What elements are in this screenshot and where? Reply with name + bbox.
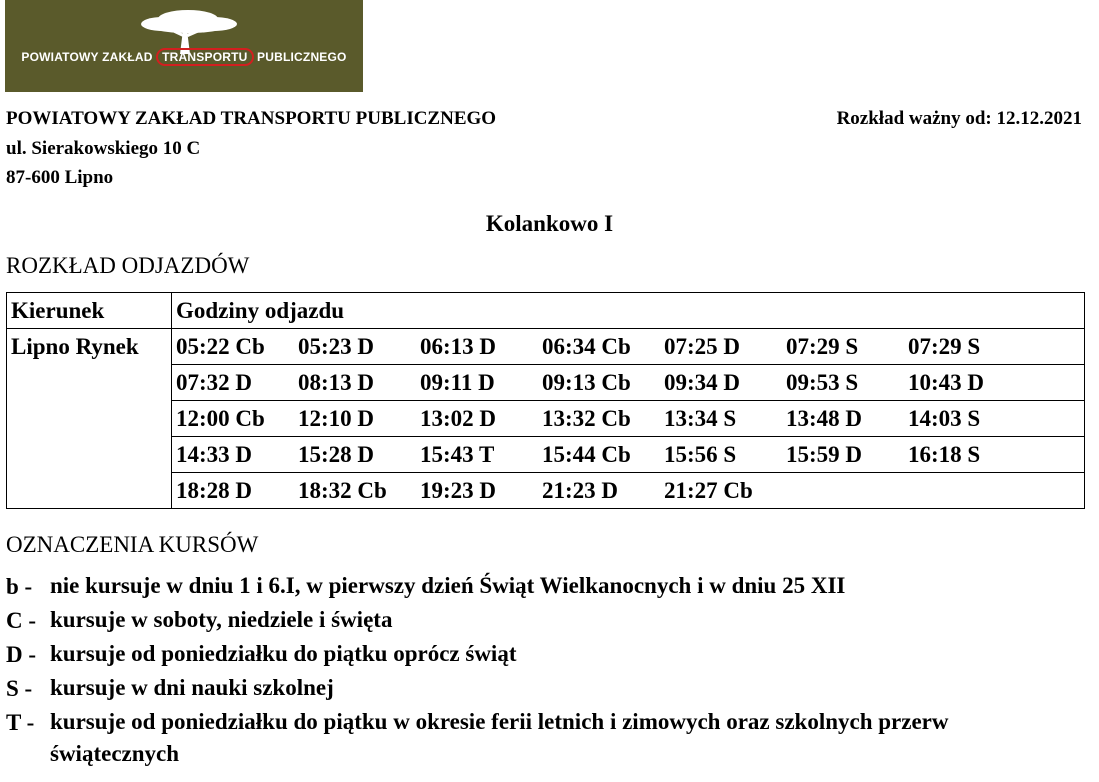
departure-time: 21:27 Cb xyxy=(664,477,753,503)
direction-cell-empty xyxy=(7,401,172,437)
legend-code: T - xyxy=(6,710,35,735)
legend-description: kursuje od poniedziałku do piątku oprócz świąt xyxy=(50,641,517,666)
direction-cell: Lipno Rynek xyxy=(7,329,172,365)
times-cell xyxy=(172,437,1085,473)
departure-time: 15:59 D xyxy=(786,441,863,467)
legend-item xyxy=(6,638,1050,672)
departure-time: 15:28 D xyxy=(298,441,375,467)
table-row xyxy=(7,329,1085,365)
departure-time: 05:22 Cb xyxy=(176,333,265,359)
departure-time: 10:43 D xyxy=(908,369,985,395)
table-row xyxy=(7,473,1085,509)
departure-time: 09:53 S xyxy=(786,369,859,395)
company-logo xyxy=(5,0,363,92)
legend-code: S - xyxy=(6,676,33,701)
departure-time: 12:00 Cb xyxy=(176,405,265,431)
legend-title: OZNACZENIA KURSÓW xyxy=(6,532,259,557)
departure-time: 12:10 D xyxy=(298,405,375,431)
table-row xyxy=(7,401,1085,437)
departure-time: 09:11 D xyxy=(420,369,495,395)
legend-list xyxy=(6,570,1050,770)
departure-time: 16:18 S xyxy=(908,441,981,467)
departure-time: 08:13 D xyxy=(298,369,375,395)
organization-street: ul. Sierakowskiego 10 C xyxy=(6,138,201,159)
direction-cell-empty xyxy=(7,437,172,473)
legend-code: C - xyxy=(6,608,37,633)
departure-time: 06:34 Cb xyxy=(542,333,631,359)
legend-description: kursuje w soboty, niedziele i święta xyxy=(50,607,393,632)
legend-description: nie kursuje w dniu 1 i 6.I, w pierwszy dzień Świąt Wielkanocnych i w dniu 25 XII xyxy=(50,573,846,598)
times-cell xyxy=(172,473,1085,509)
legend-code: b - xyxy=(6,574,33,599)
departure-time: 18:32 Cb xyxy=(298,477,387,503)
organization-city: 87-600 Lipno xyxy=(6,167,114,188)
direction-cell-empty xyxy=(7,473,172,509)
departure-time: 13:48 D xyxy=(786,405,863,431)
tree-icon xyxy=(133,6,243,54)
legend-item xyxy=(6,570,1050,604)
logo-text-highlight: TRANSPORTU xyxy=(156,48,253,66)
departure-time: 14:33 D xyxy=(176,441,253,467)
times-column-header: Godziny odjazdu xyxy=(172,293,1085,329)
legend-item xyxy=(6,706,1050,770)
times-cell xyxy=(172,365,1085,401)
logo-wordmark xyxy=(5,50,363,64)
departure-time: 19:23 D xyxy=(420,477,497,503)
departure-time: 07:25 D xyxy=(664,333,741,359)
legend-code: D - xyxy=(6,642,37,667)
stop-name: Kolankowo I xyxy=(485,211,614,236)
organization-name: POWIATOWY ZAKŁAD TRANSPORTU PUBLICZNEGO xyxy=(6,108,497,129)
departure-time: 15:44 Cb xyxy=(542,441,631,467)
table-row xyxy=(7,437,1085,473)
logo-text-part2: PUBLICZNEGO xyxy=(257,50,347,64)
departure-time: 15:43 T xyxy=(420,441,495,467)
timetable-header-row xyxy=(7,293,1085,329)
departure-time: 07:29 S xyxy=(908,333,981,359)
departure-time: 21:23 D xyxy=(542,477,619,503)
departure-time: 13:32 Cb xyxy=(542,405,631,431)
direction-cell-empty xyxy=(7,365,172,401)
legend-item xyxy=(6,672,1050,706)
times-cell xyxy=(172,401,1085,437)
departure-time: 07:29 S xyxy=(786,333,859,359)
valid-from: Rozkład ważny od: 12.12.2021 xyxy=(836,108,1082,129)
departure-time: 05:23 D xyxy=(298,333,375,359)
departure-time: 09:13 Cb xyxy=(542,369,631,395)
legend-item xyxy=(6,604,1050,638)
schedule-title: ROZKŁAD ODJAZDÓW xyxy=(6,253,250,278)
departure-time: 13:02 D xyxy=(420,405,497,431)
times-cell xyxy=(172,329,1085,365)
departure-time: 18:28 D xyxy=(176,477,253,503)
timetable xyxy=(6,292,1085,509)
direction-column-header: Kierunek xyxy=(7,293,172,329)
departure-time: 13:34 S xyxy=(664,405,737,431)
logo-text-part1: POWIATOWY ZAKŁAD xyxy=(21,50,153,64)
departure-time: 06:13 D xyxy=(420,333,497,359)
departure-time: 07:32 D xyxy=(176,369,253,395)
legend-description: kursuje od poniedziałku do piątku w okresie ferii letnich i zimowych oraz szkolnych przerw świątecznych xyxy=(50,709,949,766)
departure-time: 14:03 S xyxy=(908,405,981,431)
departure-time: 09:34 D xyxy=(664,369,741,395)
legend-description: kursuje w dni nauki szkolnej xyxy=(50,675,334,700)
departure-time: 15:56 S xyxy=(664,441,737,467)
table-row xyxy=(7,365,1085,401)
